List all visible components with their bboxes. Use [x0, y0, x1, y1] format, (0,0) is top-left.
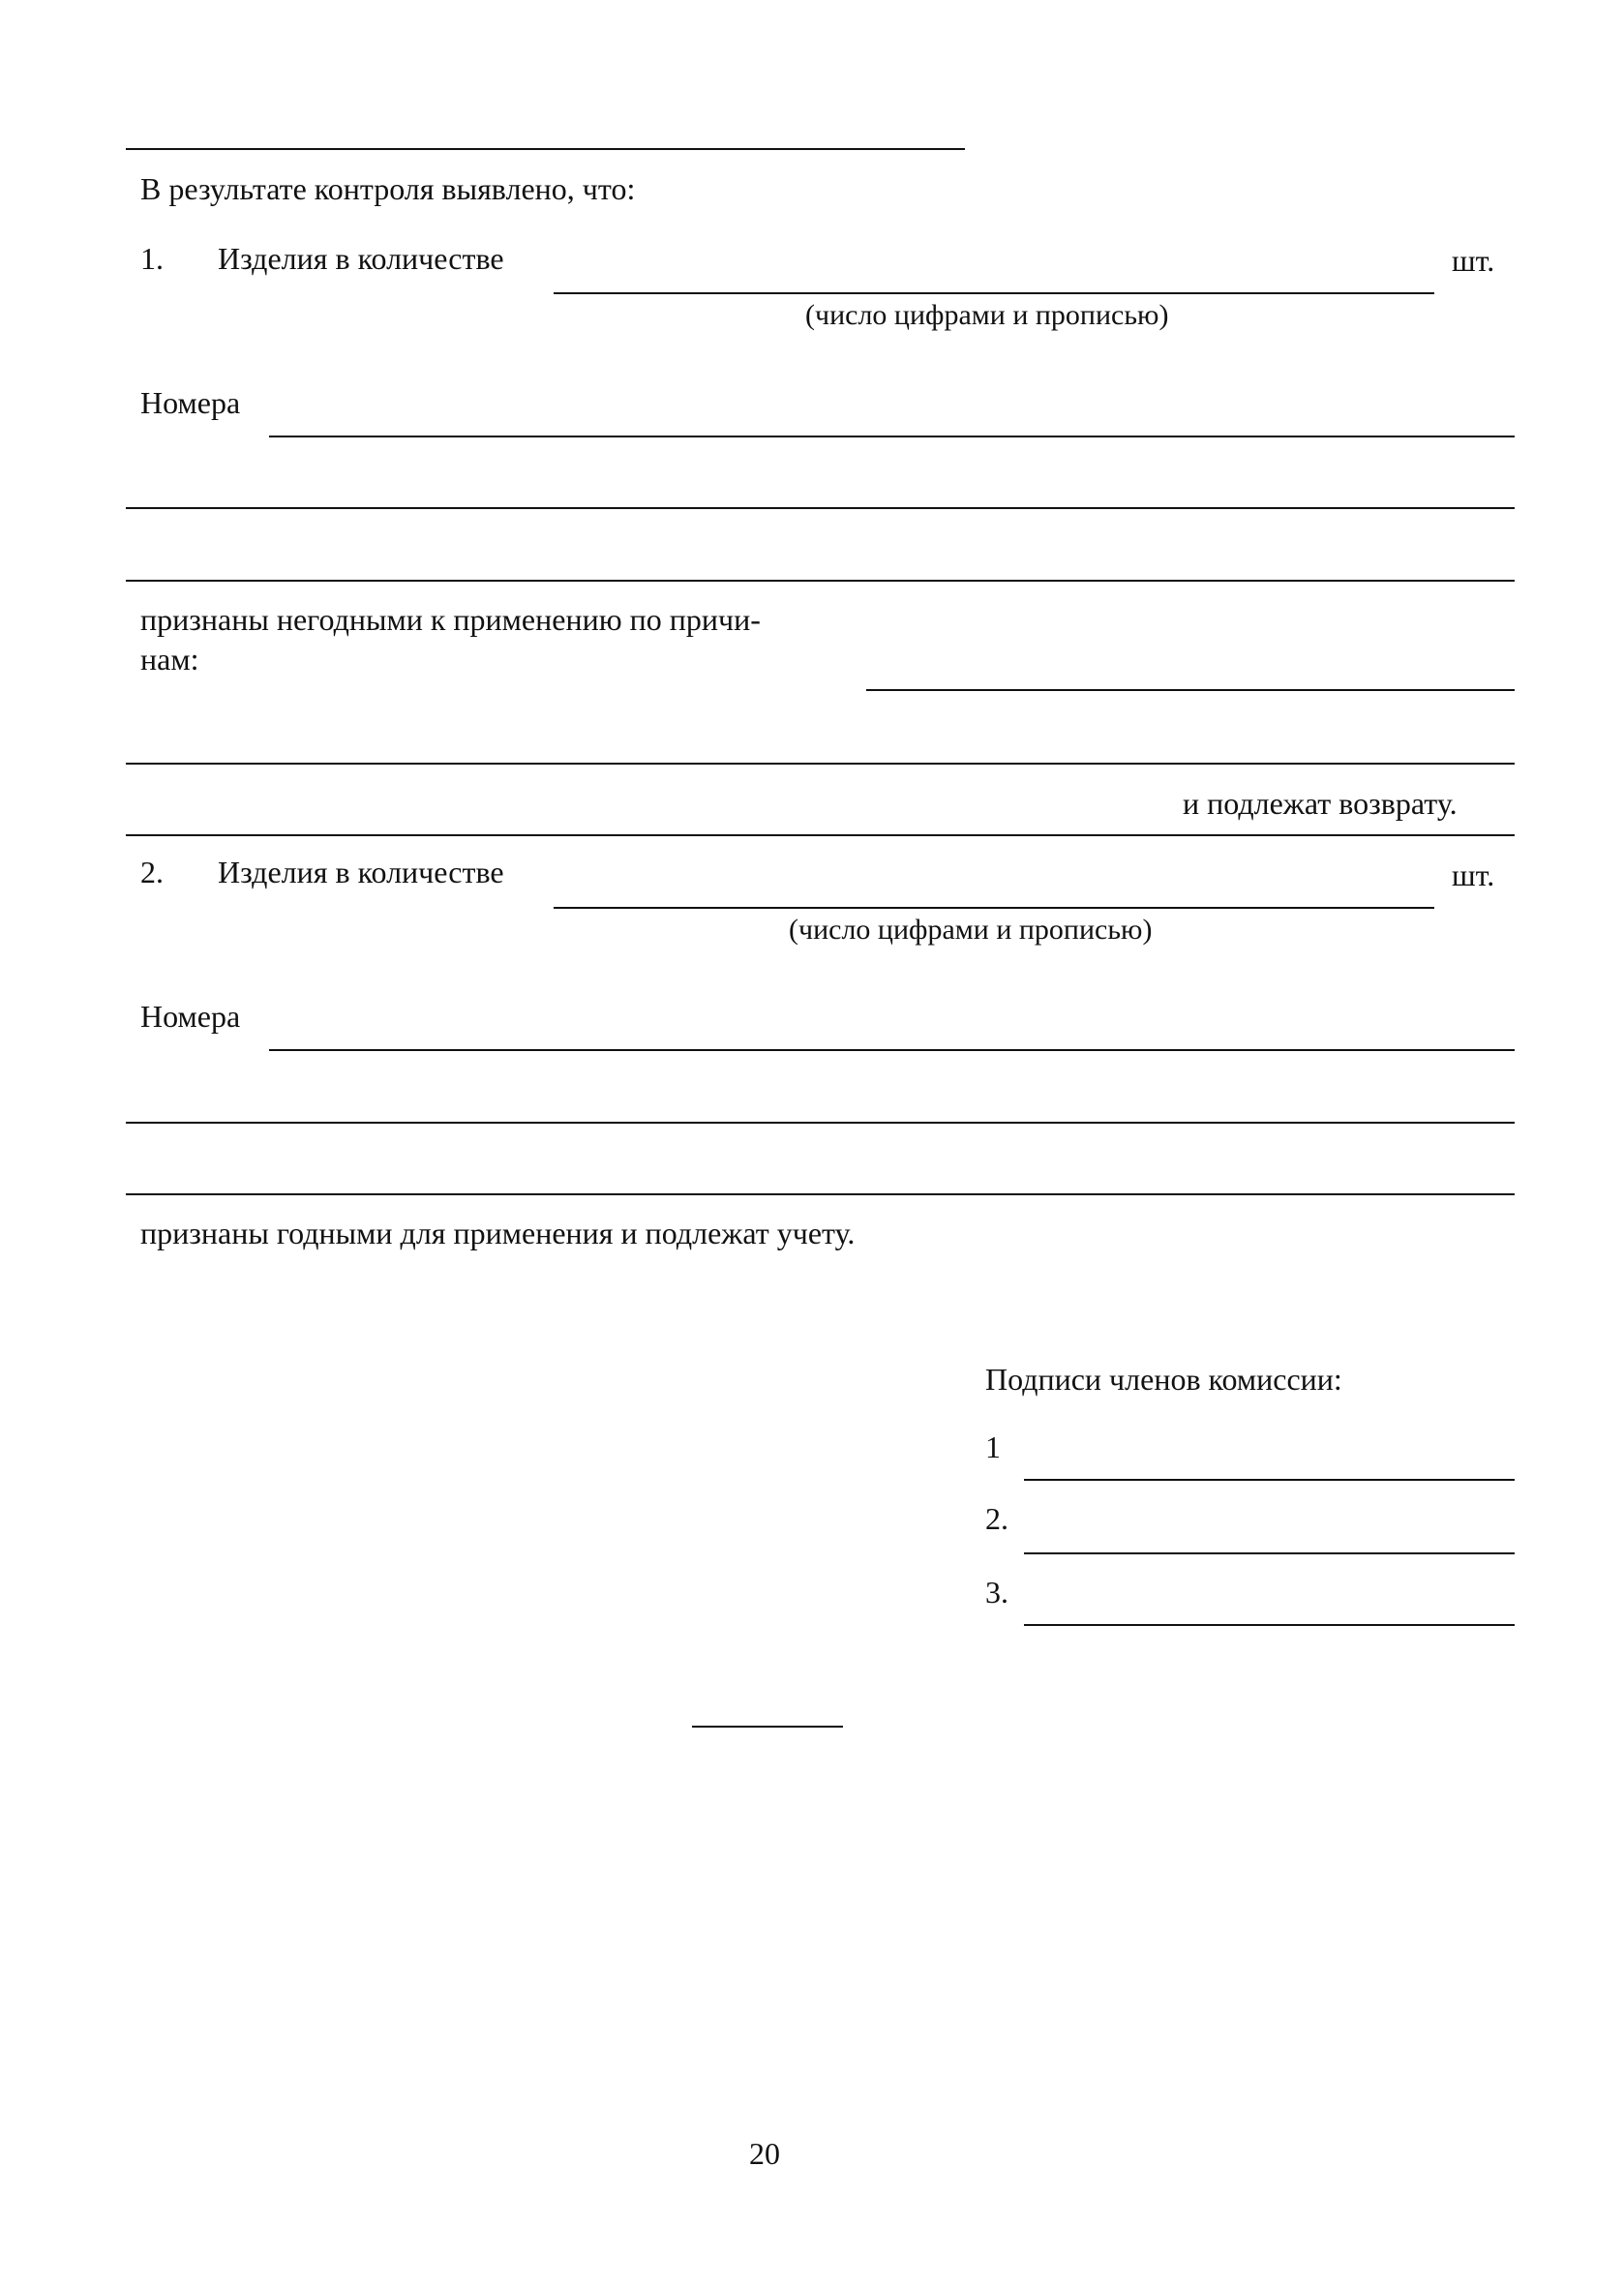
section1-numbers-field-1[interactable] — [269, 436, 1515, 437]
section1-quantity-field[interactable] — [554, 292, 1434, 294]
section2-result-text: признаны годными для применения и подлежат учету. — [140, 1216, 856, 1250]
section1-return-text: и подлежат возврату. — [1183, 786, 1458, 821]
signature-number-3: 3. — [985, 1575, 1008, 1610]
section1-reason-text-line2: нам: — [140, 642, 199, 677]
section1-quantity-hint: (число цифрами и прописью) — [805, 299, 1169, 331]
section2-quantity-field[interactable] — [554, 907, 1434, 909]
section2-numbers-field-1[interactable] — [269, 1049, 1515, 1051]
section1-numbers-field-2[interactable] — [126, 507, 1515, 509]
section1-reason-text-line1: признаны негодными к применению по причи- — [140, 602, 761, 637]
signature-number-1: 1 — [985, 1429, 1001, 1464]
section1-number: 1. — [140, 241, 164, 276]
section2-unit: шт. — [1452, 858, 1495, 892]
closing-divider — [692, 1726, 843, 1728]
section1-reason-field-1[interactable] — [866, 689, 1515, 691]
section1-unit: шт. — [1452, 243, 1495, 278]
page-number: 20 — [749, 2136, 780, 2171]
top-separator-line — [126, 148, 965, 150]
signatures-title: Подписи членов комиссии: — [985, 1362, 1342, 1397]
signature-number-2: 2. — [985, 1501, 1008, 1536]
section1-reason-field-2[interactable] — [126, 763, 1515, 765]
section1-numbers-label: Номера — [140, 385, 241, 420]
section2-quantity-hint: (число цифрами и прописью) — [789, 914, 1153, 946]
section1-numbers-field-3[interactable] — [126, 580, 1515, 582]
signature-field-3[interactable] — [1024, 1624, 1515, 1626]
signature-field-2[interactable] — [1024, 1552, 1515, 1554]
section1-end-line — [126, 834, 1515, 836]
section2-numbers-field-2[interactable] — [126, 1122, 1515, 1124]
section2-number: 2. — [140, 855, 164, 889]
section1-quantity-label: Изделия в количестве — [218, 241, 504, 276]
intro-text: В результате контроля выявлено, что: — [140, 171, 636, 206]
section2-numbers-field-3[interactable] — [126, 1193, 1515, 1195]
section2-numbers-label: Номера — [140, 999, 241, 1034]
signature-field-1[interactable] — [1024, 1479, 1515, 1481]
section2-quantity-label: Изделия в количестве — [218, 855, 504, 889]
